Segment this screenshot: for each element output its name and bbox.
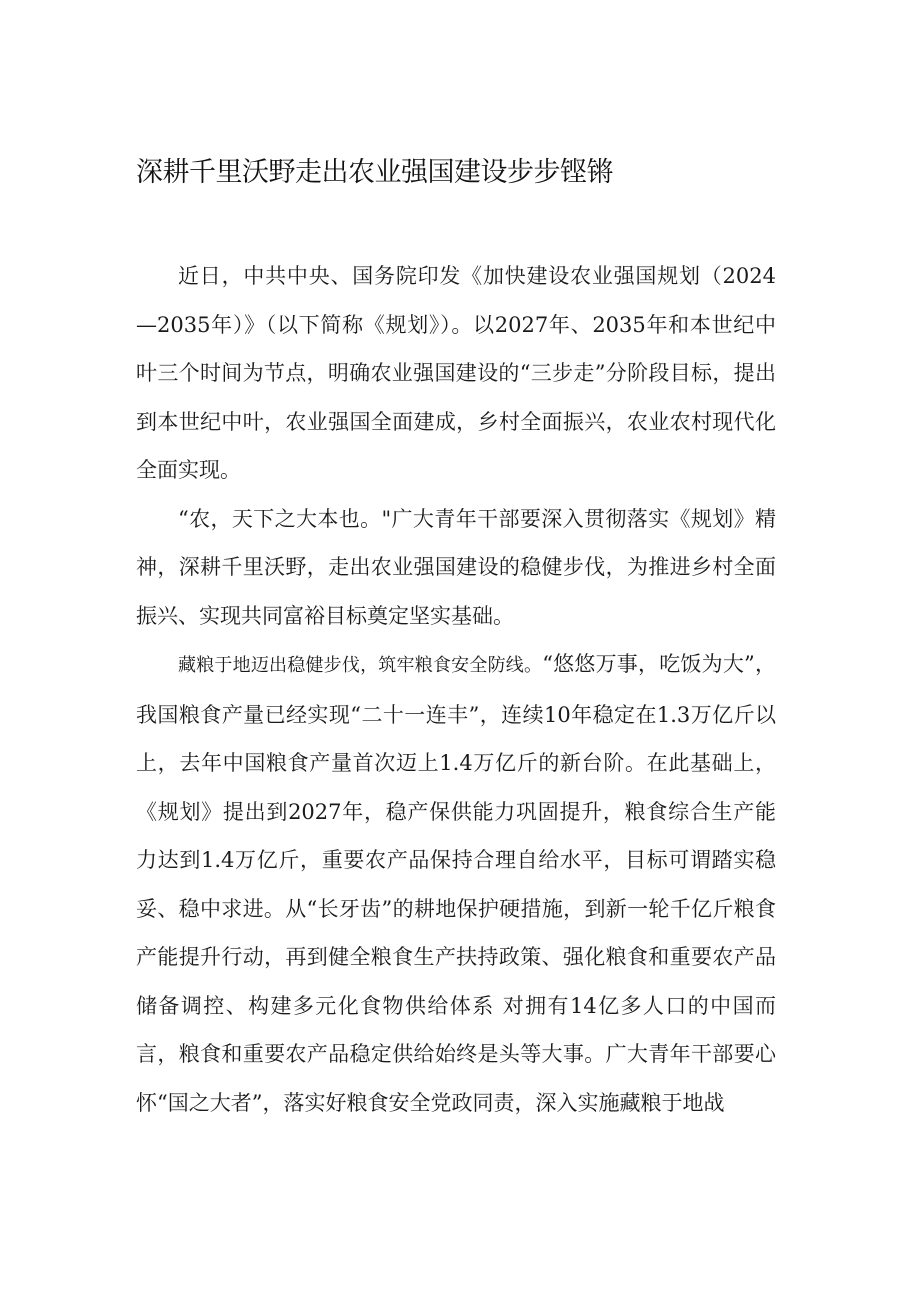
document-body (136, 252, 776, 1127)
paragraph-quote: “农，天下之大本也。"广大青年干部要深入贯彻落实《规划》精神，深耕千里沃野，走出农业强国建设的稳健步伐，为推进乡村全面振兴、实现共同富裕目标奠定坚实基础。 (136, 506, 776, 628)
paragraph-lead-sentence: 藏粮于地迈出稳健步伐，筑牢粮食安全防线。 (178, 655, 543, 676)
paragraph-intro: 近日，中共中央、国务院印发《加快建设农业强国规划（2024—2035年）》（以下简称《规划》）。以2027年、2035年和本世纪中叶三个时间为节点，明确农业强国建设的“三步走”分阶段目标，提出到本世纪中叶，农业强国全面建成，乡村全面振兴，农业农村现代化全面实现。 (136, 264, 776, 482)
paragraph-body-text: “悠悠万事，吃饭为大”，我国粮食产量已经实现“二十一连丰”，连续10年稳定在1.3万亿斤以上，去年中国粮食产量首次迈上1.4万亿斤的新台阶。在此基础上，《规划》提出到2027年，稳产保供能力巩固提升，粮食综合生产能力达到1.4万亿斤，重要农产品保持合理自给水平，目标可谓踏实稳妥、稳中求进。从“长牙齿”的耕地保护硬措施，到新一轮千亿斤粮食产能提升行动，再到健全粮食生产扶持政策、强化粮食和重要农产品储备调控、构建多元化食物供给体系 对拥有14亿多人口的中国而言，粮食和重要农产品稳定供给始终是头等大事。广大青年干部要心怀“国之大者”，落实好粮食安全党政同责，深入实施藏粮于地战 (136, 652, 776, 1115)
paragraph-grain-security (136, 640, 776, 1127)
document-title: 深耕千里沃野走出农业强国建设步步铿锵 (136, 157, 613, 188)
